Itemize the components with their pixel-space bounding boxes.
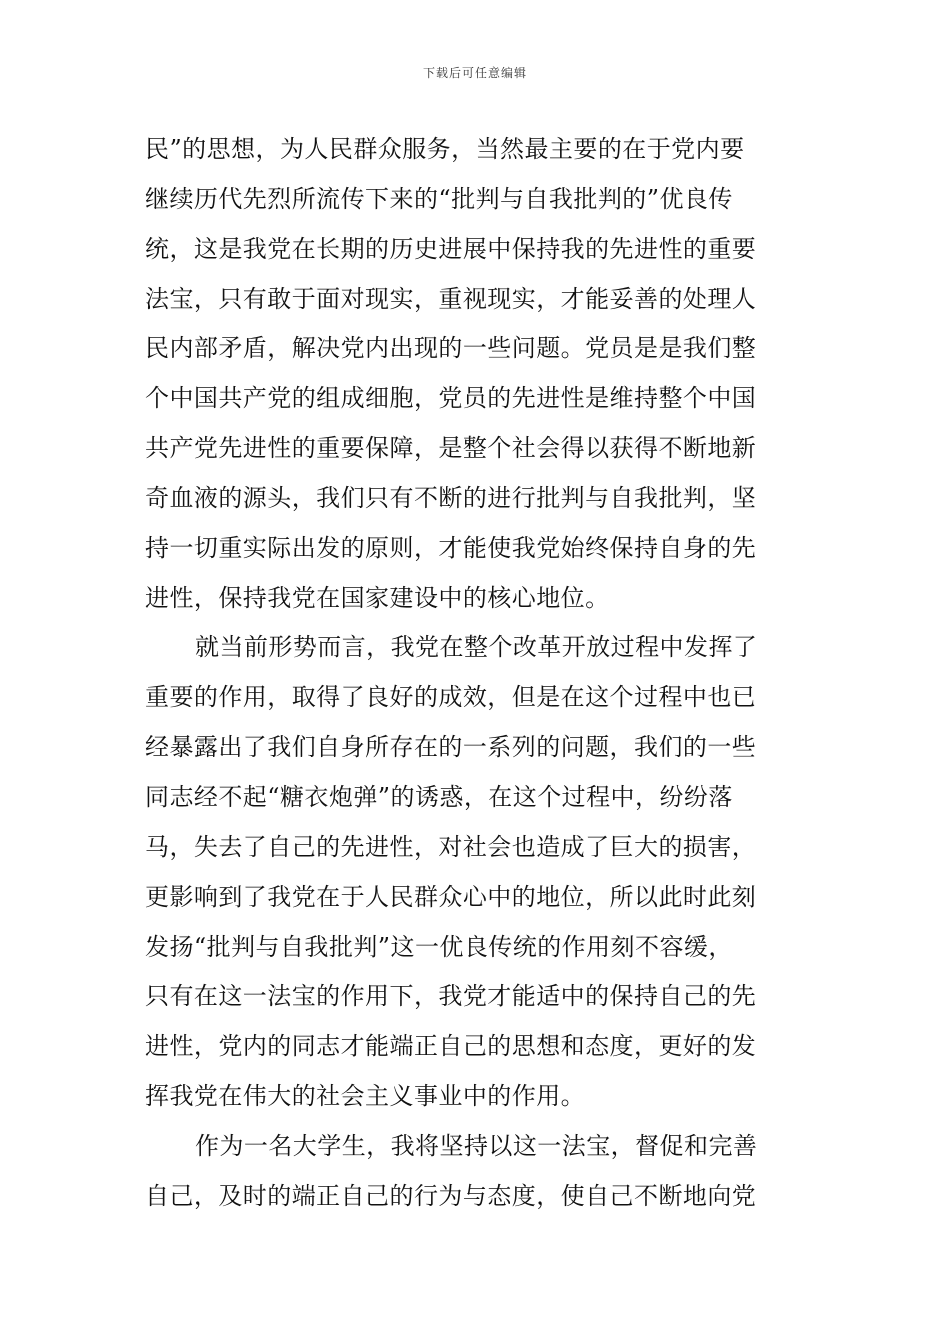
text-line: 作为一名大学生，我将坚持以这一法宝，督促和完善 <box>195 1131 758 1160</box>
text-line: 经暴露出了我们自身所存在的一系列的问题，我们的一些 <box>145 733 757 762</box>
text-line: 自己，及时的端正自己的行为与态度，使自己不断地向党 <box>145 1181 757 1210</box>
text-line: 发扬“批判与自我批判”这一优良传统的作用刻不容缓， <box>145 932 733 961</box>
text-line: 共产党先进性的重要保障，是整个社会得以获得不断地新 <box>145 434 757 463</box>
text-line: 就当前形势而言，我党在整个改革开放过程中发挥了 <box>195 633 758 662</box>
text-line: 继续历代先烈所流传下来的“批判与自我批判的”优良传 <box>145 184 733 213</box>
text-line: 奇血液的源头，我们只有不断的进行批判与自我批判，坚 <box>145 483 757 512</box>
text-line: 只有在这一法宝的作用下，我党才能适中的保持自己的先 <box>145 982 757 1011</box>
text-line: 进性，党内的同志才能端正自己的思想和态度，更好的发 <box>145 1032 757 1061</box>
text-line: 进性，保持我党在国家建设中的核心地位。 <box>145 583 610 612</box>
text-line: 重要的作用，取得了良好的成效，但是在这个过程中也已 <box>145 683 757 712</box>
text-line: 同志经不起“糖衣炮弹”的诱惑，在这个过程中，纷纷落 <box>145 782 733 811</box>
text-line: 统，这是我党在长期的历史进展中保持我的先进性的重要 <box>145 234 757 263</box>
text-line: 个中国共产党的组成细胞，党员的先进性是维持整个中国 <box>145 384 757 413</box>
text-line: 更影响到了我党在于人民群众心中的地位，所以此时此刻 <box>145 882 757 911</box>
document-body <box>145 125 807 1222</box>
page-header: 下载后可任意编辑 <box>422 66 527 80</box>
paragraph-1 <box>145 125 807 623</box>
text-line: 持一切重实际出发的原则，才能使我党始终保持自身的先 <box>145 533 757 562</box>
text-line: 民”的思想，为人民群众服务，当然最主要的在于党内要 <box>145 135 745 163</box>
text-line: 马，失去了自己的先进性，对社会也造成了巨大的损害， <box>145 832 757 861</box>
text-line: 法宝，只有敢于面对现实，重视现实，才能妥善的处理人 <box>145 284 757 313</box>
text-line: 挥我党在伟大的社会主义事业中的作用。 <box>145 1082 586 1111</box>
paragraph-3 <box>145 1122 807 1222</box>
paragraph-2 <box>145 623 807 1121</box>
text-line: 民内部矛盾，解决党内出现的一些问题。党员是是我们整 <box>145 334 757 363</box>
